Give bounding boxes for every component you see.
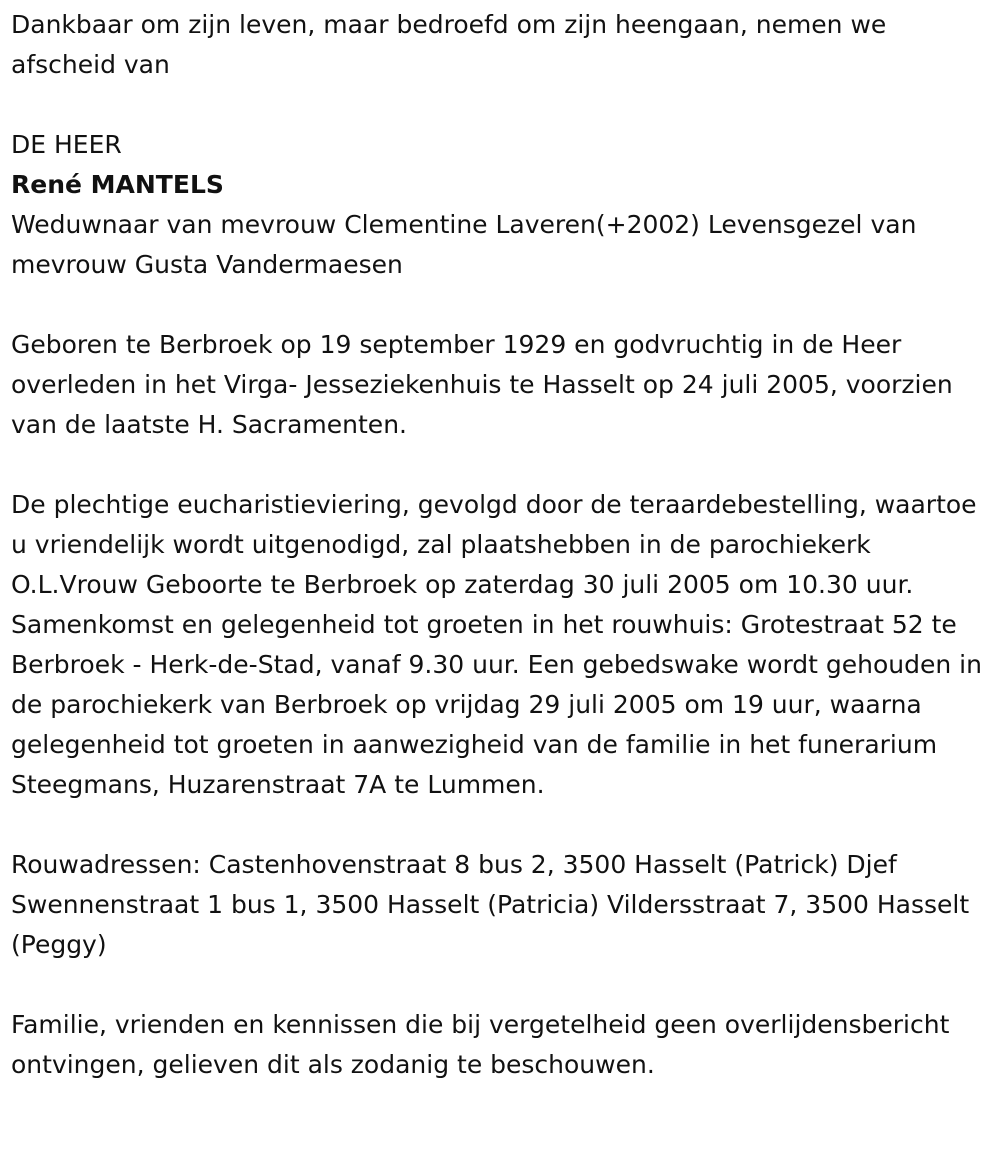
honorific-title: DE HEER bbox=[11, 130, 122, 159]
spacer bbox=[11, 85, 989, 125]
spacer bbox=[11, 445, 989, 485]
birth-death-paragraph: Geboren te Berbroek op 19 september 1929 en godvruchtig in de Heer overleden in het Virga- Jesseziekenhuis te Hasselt op 24 juli 2005, voorzien van de laatste H. Sacramenten. bbox=[11, 330, 953, 439]
spacer bbox=[11, 285, 989, 325]
spacer bbox=[11, 965, 989, 1005]
intro-paragraph: Dankbaar om zijn leven, maar bedroefd om zijn heengaan, nemen we afscheid van bbox=[11, 10, 887, 79]
addresses-paragraph: Rouwadressen: Castenhovenstraat 8 bus 2, 3500 Hasselt (Patrick) Djef Swennenstraat 1 bus 1, 3500 Hasselt (Patricia) Vildersstraat 7, 3500 Hasselt (Peggy) bbox=[11, 850, 970, 959]
relations-paragraph: Weduwnaar van mevrouw Clementine Laveren(+2002) Levensgezel van mevrouw Gusta Vandermaesen bbox=[11, 210, 917, 279]
spacer bbox=[11, 805, 989, 845]
ceremony-paragraph: De plechtige eucharistieviering, gevolgd door de teraardebestelling, waartoe u vriendelijk wordt uitgenodigd, zal plaatshebben in de parochiekerk O.L.Vrouw Geboorte te Berbroek op zaterdag 30 juli 2005 om 10.30 uur. Samenkomst en gelegenheid tot groeten in het rouwhuis: Grotestraat 52 te Berbroek - Herk-de-Stad, vanaf 9.30 uur. Een gebedswake wordt gehouden in de parochiekerk van Berbroek op vrijdag 29 juli 2005 om 19 uur, waarna gelegenheid tot groeten in aanwezigheid van de familie in het funerarium Steegmans, Huzarenstraat 7A te Lummen. bbox=[11, 490, 982, 799]
deceased-name: René MANTELS bbox=[11, 170, 224, 199]
closing-paragraph: Familie, vrienden en kennissen die bij vergetelheid geen overlijdensbericht ontvingen, gelieven dit als zodanig te beschouwen. bbox=[11, 1010, 950, 1079]
